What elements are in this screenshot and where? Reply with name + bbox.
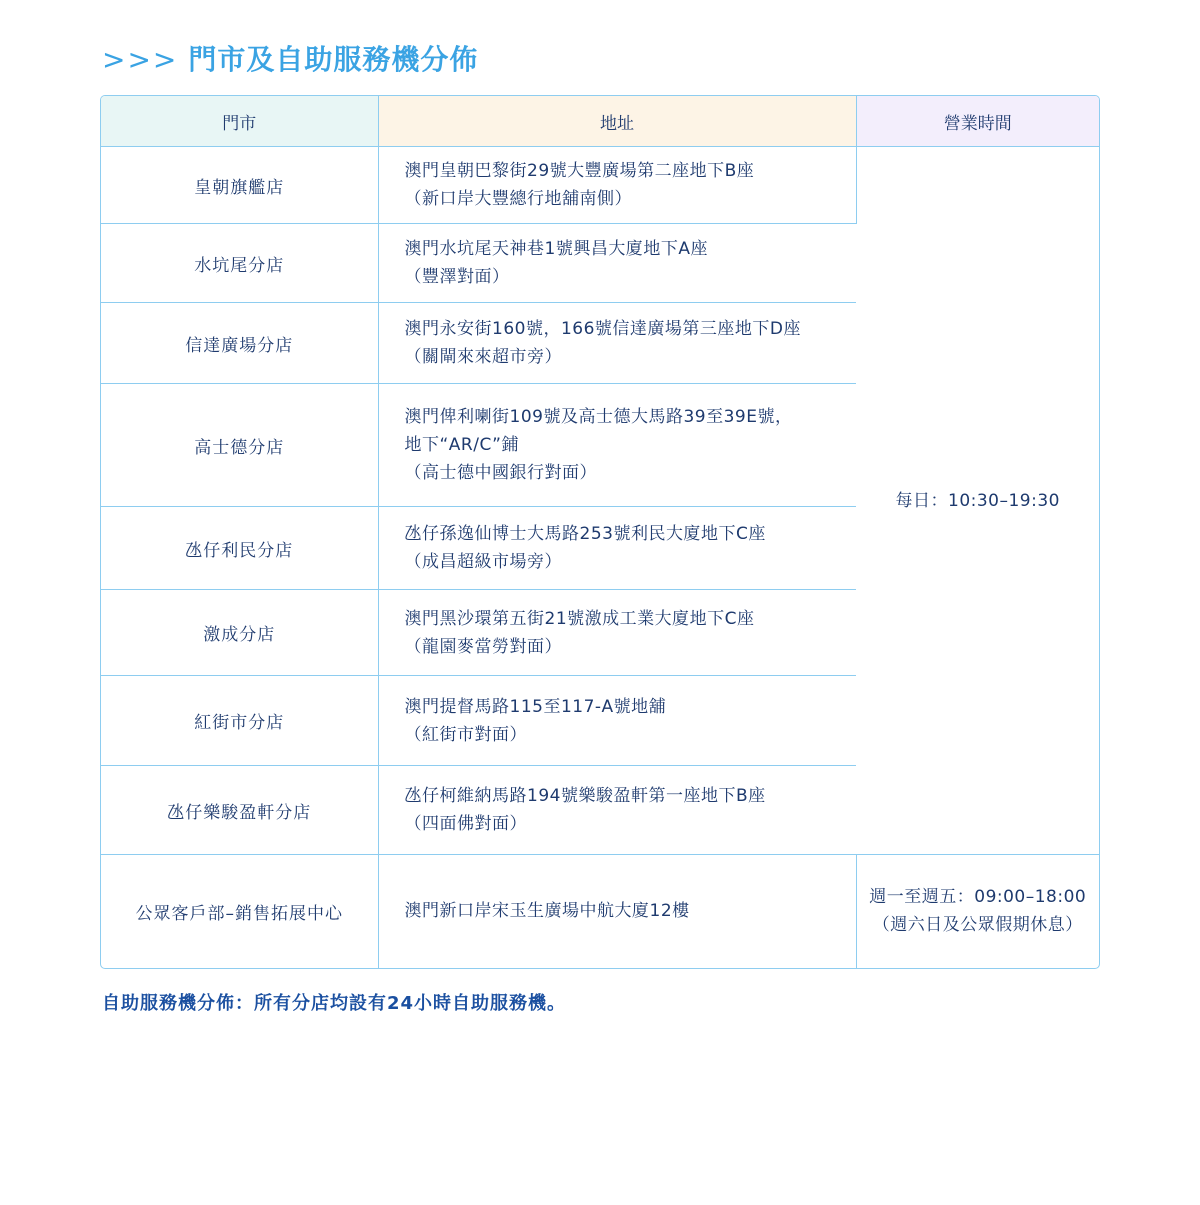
store-address — [378, 224, 856, 303]
address-line: （新口岸大豐總行地舖南側） — [404, 189, 632, 209]
store-name: 信達廣場分店 — [101, 303, 378, 384]
kiosk-footnote: 自助服務機分佈：所有分店均設有24小時自助服務機。 — [102, 993, 567, 1014]
store-address — [378, 384, 856, 507]
hours-line: 週一至週五：09:00–18:00 — [869, 887, 1087, 908]
section-title — [102, 40, 478, 80]
store-address — [378, 303, 856, 384]
store-address — [378, 766, 856, 855]
store-name: 氹仔樂駿盈軒分店 — [101, 766, 378, 855]
store-name: 激成分店 — [101, 590, 378, 676]
address-line: 澳門皇朝巴黎街29號大豐廣場第二座地下B座 — [404, 161, 755, 181]
header-hours: 營業時間 — [856, 96, 1099, 147]
store-address — [378, 507, 856, 590]
section-title-text: 門市及自助服務機分佈 — [188, 43, 479, 76]
address-line: （紅街市對面） — [404, 724, 527, 745]
address-line: 澳門新口岸宋玉生廣場中航大廈12樓 — [404, 901, 690, 922]
address-line: 澳門永安街160號，166號信達廣場第三座地下D座 — [404, 319, 801, 339]
store-address — [378, 590, 856, 676]
store-address — [378, 147, 856, 224]
address-line: 氹仔孫逸仙博士大馬路253號利民大廈地下C座 — [404, 524, 766, 544]
address-line: （成昌超級市場旁） — [404, 552, 562, 572]
store-name: 高士德分店 — [101, 384, 378, 507]
store-name: 水坑尾分店 — [101, 224, 378, 303]
store-address — [378, 676, 856, 766]
store-name: 皇朝旗艦店 — [101, 147, 378, 224]
store-table — [100, 95, 1100, 969]
office-hours — [856, 855, 1099, 968]
address-line: 澳門水坑尾天神巷1號興昌大廈地下A座 — [404, 239, 708, 259]
hours-line: （週六日及公眾假期休息） — [872, 915, 1083, 936]
header-store: 門市 — [101, 96, 378, 147]
address-line: 地下“AR/C”鋪 — [404, 435, 519, 455]
store-name: 公眾客戶部–銷售拓展中心 — [101, 855, 378, 968]
store-name: 紅街市分店 — [101, 676, 378, 766]
address-line: （四面佛對面） — [404, 814, 527, 834]
address-line: 澳門提督馬路115至117-A號地舖 — [404, 696, 667, 717]
store-address — [378, 855, 856, 968]
shared-hours: 每日：10:30–19:30 — [856, 147, 1099, 855]
table-header-row — [101, 96, 1099, 147]
address-line: （關閘來來超市旁） — [404, 347, 562, 367]
address-line: 澳門俾利喇街109號及高士德大馬路39至39E號， — [404, 407, 793, 427]
store-name: 氹仔利民分店 — [101, 507, 378, 590]
address-line: （豐澤對面） — [404, 267, 510, 287]
address-line: （高士德中國銀行對面） — [404, 463, 597, 483]
address-line: 氹仔柯維納馬路194號樂駿盈軒第一座地下B座 — [404, 786, 766, 806]
header-address: 地址 — [378, 96, 856, 147]
address-line: 澳門黑沙環第五街21號激成工業大廈地下C座 — [404, 608, 755, 629]
section-title-prefix: >>> — [102, 43, 179, 76]
address-line: （龍園麥當勞對面） — [404, 636, 562, 657]
table-row — [101, 855, 1099, 968]
table-row — [101, 147, 1099, 224]
